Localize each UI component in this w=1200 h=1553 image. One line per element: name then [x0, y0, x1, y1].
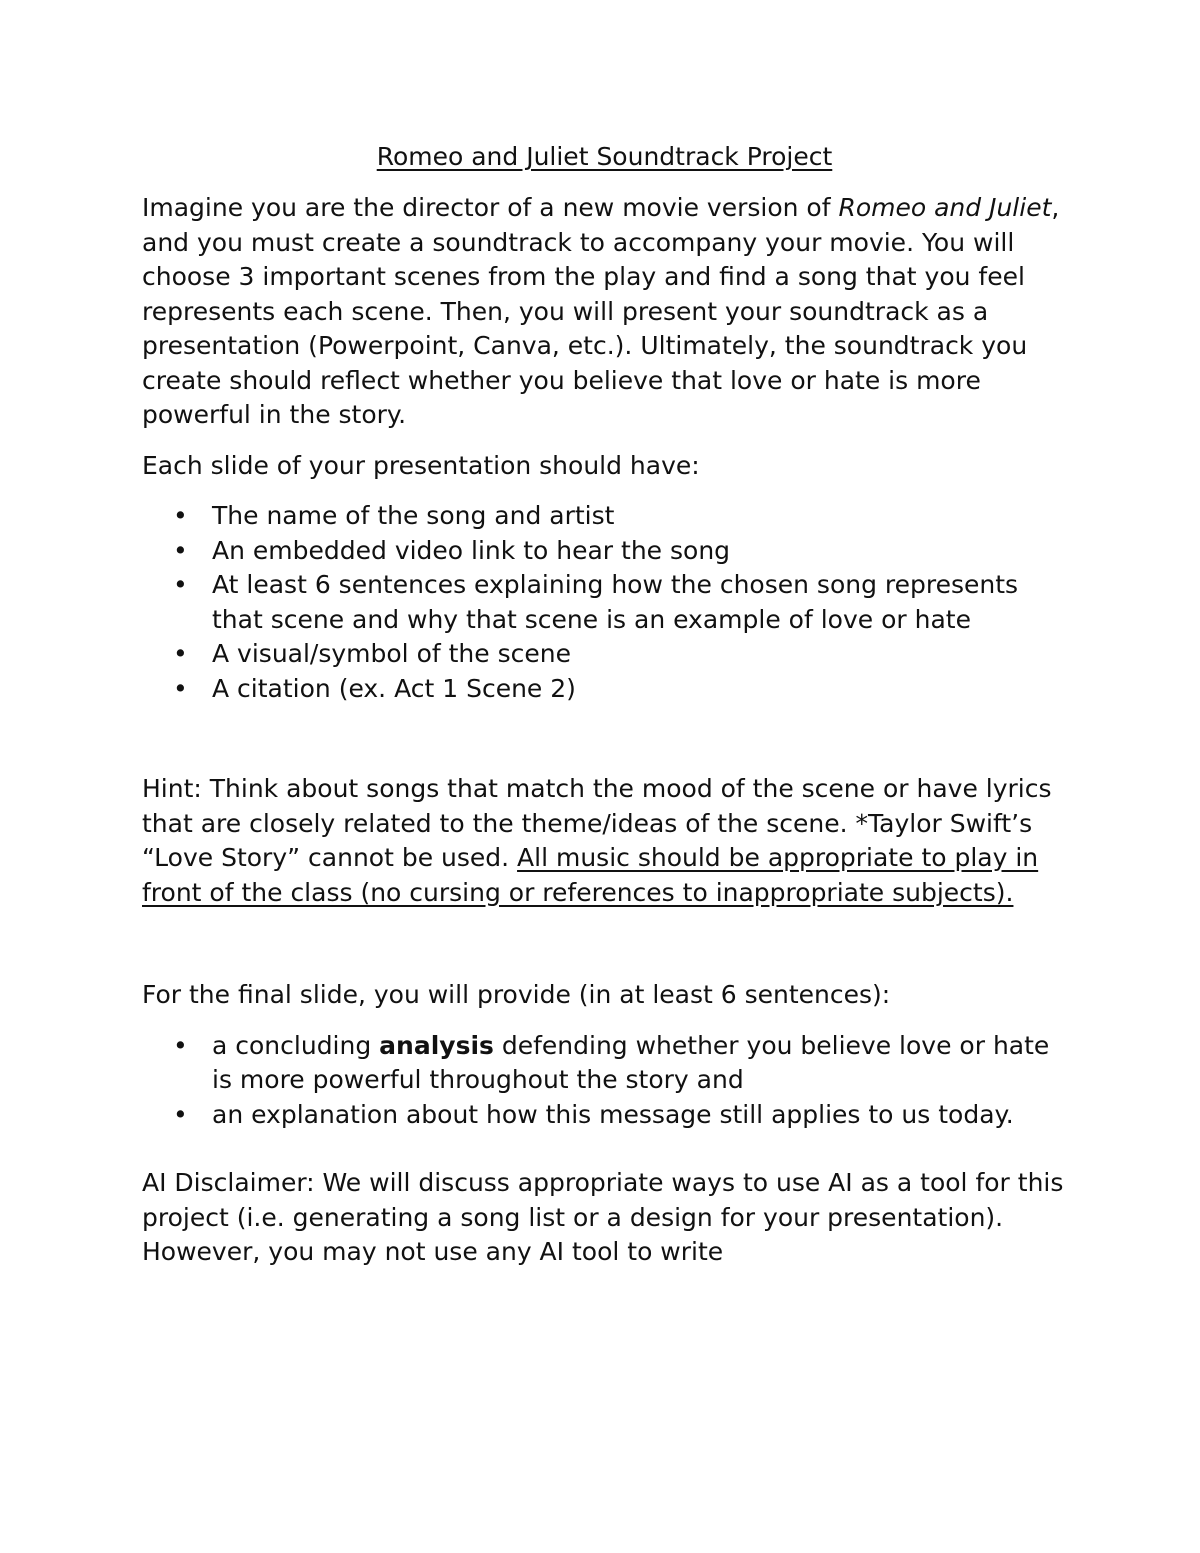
list-item: • An embedded video link to hear the song [142, 534, 1067, 569]
list-item [142, 1098, 1067, 1133]
intro-paragraph [142, 191, 1067, 433]
list-item-text: an explanation about how this message still applies to us today. [212, 1099, 1014, 1129]
final-slide-heading: For the final slide, you will provide (in at least 6 sentences): [142, 980, 891, 1009]
list-item [142, 1029, 1067, 1098]
document-title: Romeo and Juliet Soundtrack Project [376, 142, 833, 171]
slide-requirements-heading: Each slide of your presentation should have: [142, 450, 700, 480]
ai-disclaimer-paragraph: AI Disclaimer: We will discuss appropriate ways to use AI as a tool for this project (i.e. generating a song list or a design for your presentation). However, you may not use any AI tool to write [142, 1168, 1064, 1266]
hint-underlined-text: All music should be appropriate to play in front of the class (no cursing or references to inappropriate subjects). [142, 843, 1039, 907]
hint-text: Hint: Think about songs that match the mood of the scene or have lyrics that are closely related to the theme/ideas of the scene. *Taylor Swift’s “Love Story” cannot be used. [142, 774, 1052, 872]
list-item-text: defending whether you believe love or hate is more powerful throughout the story and [212, 1030, 1050, 1094]
document-page [142, 138, 1067, 1286]
bold-term: analysis [379, 1030, 494, 1060]
blank-line [142, 722, 1067, 772]
list-item: • At least 6 sentences explaining how the chosen song represents that scene and why that scene is an example of love or hate [142, 568, 1067, 637]
list-item: • The name of the song and artist [142, 499, 1067, 534]
blank-line [142, 926, 1067, 978]
intro-text-start: Imagine you are the director of a new movie version of [142, 193, 839, 222]
intro-text-end: , and you must create a soundtrack to accompany your movie. You will choose 3 important scenes from the play and find a song that you feel represents each scene. Then, you will present your soundtrack as a presentation (Powerpoint, Canva, etc.). Ultimately, the soundtrack you create should reflect whether you believe that love or hate is more powerful in the story. [142, 193, 1060, 429]
slide-requirements-list [142, 499, 1067, 706]
final-slide-list [142, 1029, 1067, 1133]
hint-paragraph [142, 772, 1067, 910]
blank-line [142, 1148, 1067, 1166]
play-title: Romeo and Juliet [838, 193, 1052, 222]
list-item-text: a concluding [212, 1030, 380, 1060]
list-item: • A visual/symbol of the scene [142, 637, 1067, 672]
list-item: • A citation (ex. Act 1 Scene 2) [142, 672, 1067, 707]
